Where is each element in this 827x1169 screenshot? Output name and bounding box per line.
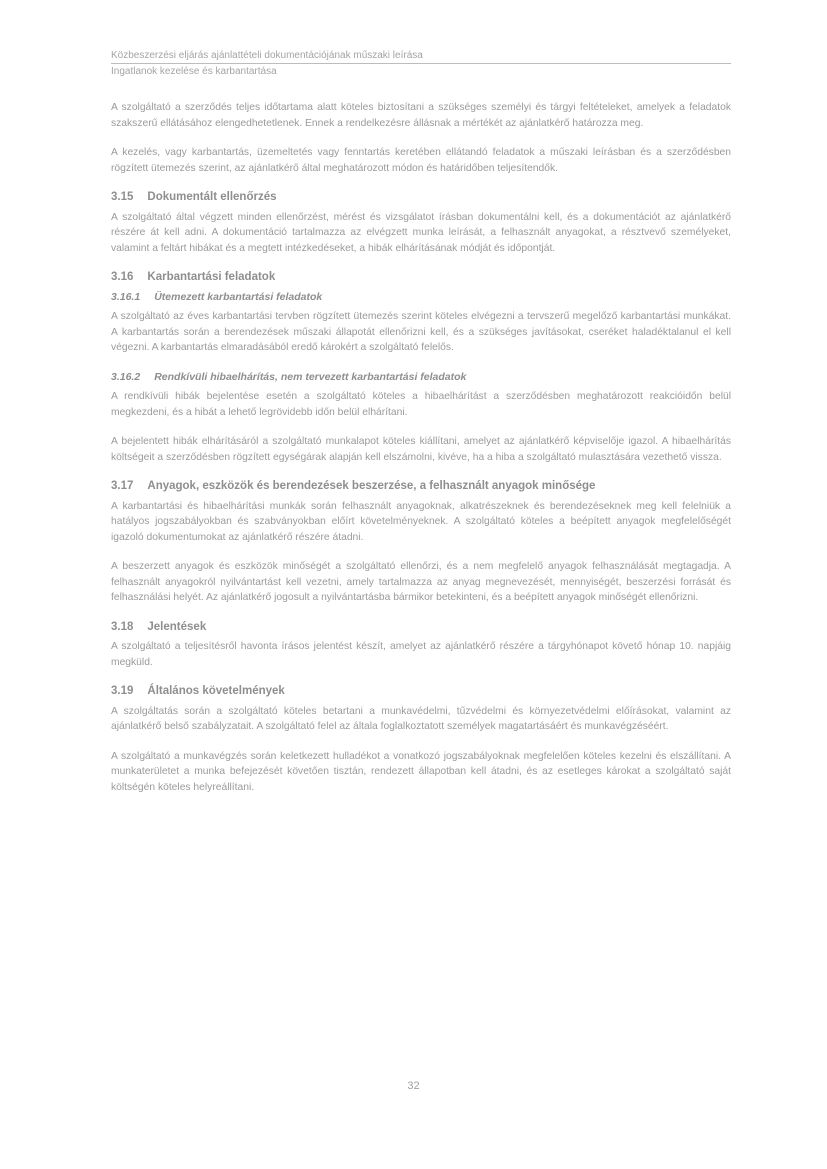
paragraph: A kezelés, vagy karbantartás, üzemeltetés vagy fenntartás keretében ellátandó feladatok a műszaki leírásban és a szerződésben rögzített ütemezés szerint, az ajánlatkérő által meghatározott módon és határidőben teljesítendők.: [111, 147, 731, 174]
paragraph: A beszerzett anyagok és eszközök minőségét a szolgáltató ellenőrzi, és a nem megfelelő anyagok felhasználását megtagadja. A felhasznált anyagokról nyilvántartást kell vezetni, amely tartalmazza az anyag megnevezését, mennyiségét, beszerzési forrását és felhasználási helyét. Az ajánlatkérő jogosult a nyilvántartásba bármikor betekinteni, és a beépített anyagok minőségét ellenőrizni.: [111, 561, 731, 603]
page-content: [111, 100, 731, 809]
subsection-heading-3-16-2: [111, 370, 731, 386]
section-title: Anyagok, eszközök és berendezések beszerzése, a felhasznált anyagok minősége: [147, 480, 596, 492]
subsection-number: 3.16.2: [111, 370, 141, 383]
subsection-title: Ütemezett karbantartási feladatok: [154, 290, 323, 303]
page-header: [111, 48, 731, 80]
section-title: Karbantartási feladatok: [147, 271, 276, 283]
section-heading-3-17: [111, 479, 731, 495]
section-title: Jelentések: [147, 620, 207, 633]
paragraph: A karbantartási és hibaelhárítási munkák során felhasznált anyagoknak, alkatrészeknek és berendezéseknek meg kell felelniük a hatályos jogszabályokban és szabványokban előírt követelményeknek. A szolgáltató köteles a beépített anyagok megfelelőségét igazoló dokumentumokat az ajánlatkérő részére átadni.: [111, 500, 731, 543]
paragraph: A szolgáltatás során a szolgáltató köteles betartani a munkavédelmi, tűzvédelmi és környezetvédelmi előírásokat, valamint az ajánlatkérő belső szabályzatait. A szolgáltató felel az általa foglalkoztatott személyek magatartásáért és munkavégzéséért.: [111, 705, 731, 732]
paragraph: A szolgáltató az éves karbantartási tervben rögzített ütemezés szerint köteles elvégezni a tervszerű megelőző karbantartási munkákat. A karbantartás során a berendezések műszaki állapotát ellenőrizni kell, és a szükséges javításokat, cseréket haladéktalanul el kell végezni. A karbantartás elmaradásából eredő károkért a szolgáltató felelős.: [111, 311, 731, 353]
paragraph: A szolgáltató a teljesítésről havonta írásos jelentést készít, amelyet az ajánlatkérő részére a tárgyhónapot követő hónap 10. napjáig megküld.: [111, 641, 731, 668]
section-number: 3.15: [111, 191, 134, 203]
section-heading-3-15: [111, 190, 731, 206]
paragraph: A szolgáltató által végzett minden ellenőrzést, mérést és vizsgálatot írásban dokumentálni kell, és a dokumentációt az ajánlatkérő részére át kell adni. A dokumentáció tartalmazza az elvégzett munka leírását, a felhasznált anyagokat, a résztvevő személyeket, valamint a feltárt hibákat és a megtett intézkedéseket, a hibák elhárításának módját és időpontját.: [111, 211, 731, 254]
section-number: 3.19: [111, 685, 134, 697]
page-number: 32: [407, 1080, 420, 1092]
section-heading-3-18: [111, 620, 731, 636]
header-title: Közbeszerzési eljárás ajánlattételi dokumentációjának műszaki leírása: [111, 50, 423, 61]
header-subtitle: Ingatlanok kezelése és karbantartása: [111, 66, 277, 77]
paragraph: A szolgáltató a munkavégzés során keletkezett hulladékot a vonatkozó jogszabályoknak megfelelően köteles kezelni és elszállítani. A munkaterületet a munka befejezését követően tisztán, rendezett állapotban kell átadni, és az esetleges károkat a szolgáltató saját költségén köteles helyreállítani.: [111, 750, 731, 793]
section-heading-3-19: [111, 684, 731, 700]
section-number: 3.16: [111, 271, 134, 283]
section-heading-3-16: [111, 270, 731, 286]
subsection-heading-3-16-1: [111, 290, 731, 306]
section-title: Általános követelmények: [147, 685, 285, 697]
section-title: Dokumentált ellenőrzés: [147, 191, 277, 203]
section-number: 3.18: [111, 620, 134, 633]
header-rule: [111, 63, 731, 64]
section-number: 3.17: [111, 480, 134, 492]
paragraph: A bejelentett hibák elhárításáról a szolgáltató munkalapot köteles kiállítani, amelyet az ajánlatkérő képviselője igazol. A hibaelhárítás költségeit a szerződésben rögzített egységárak alapján kell elszámolni, kivéve, ha a hiba a szolgáltató mulasztására vezethető vissza.: [111, 436, 731, 463]
subsection-title: Rendkívüli hibaelhárítás, nem tervezett karbantartási feladatok: [154, 370, 467, 383]
subsection-number: 3.16.1: [111, 290, 141, 303]
paragraph: A szolgáltató a szerződés teljes időtartama alatt köteles biztosítani a szükséges személyi és tárgyi feltételeket, amelyek a feladatok szakszerű ellátásához elengedhetetlenek. Ennek a rendelkezésre állásnak a mértékét az ajánlatkérő határozza meg.: [111, 102, 731, 129]
paragraph: A rendkívüli hibák bejelentése esetén a szolgáltató köteles a hibaelhárítást a szerződésben meghatározott reakcióidőn belül megkezdeni, és a hibát a lehető legrövidebb időn belül elhárítani.: [111, 391, 731, 418]
